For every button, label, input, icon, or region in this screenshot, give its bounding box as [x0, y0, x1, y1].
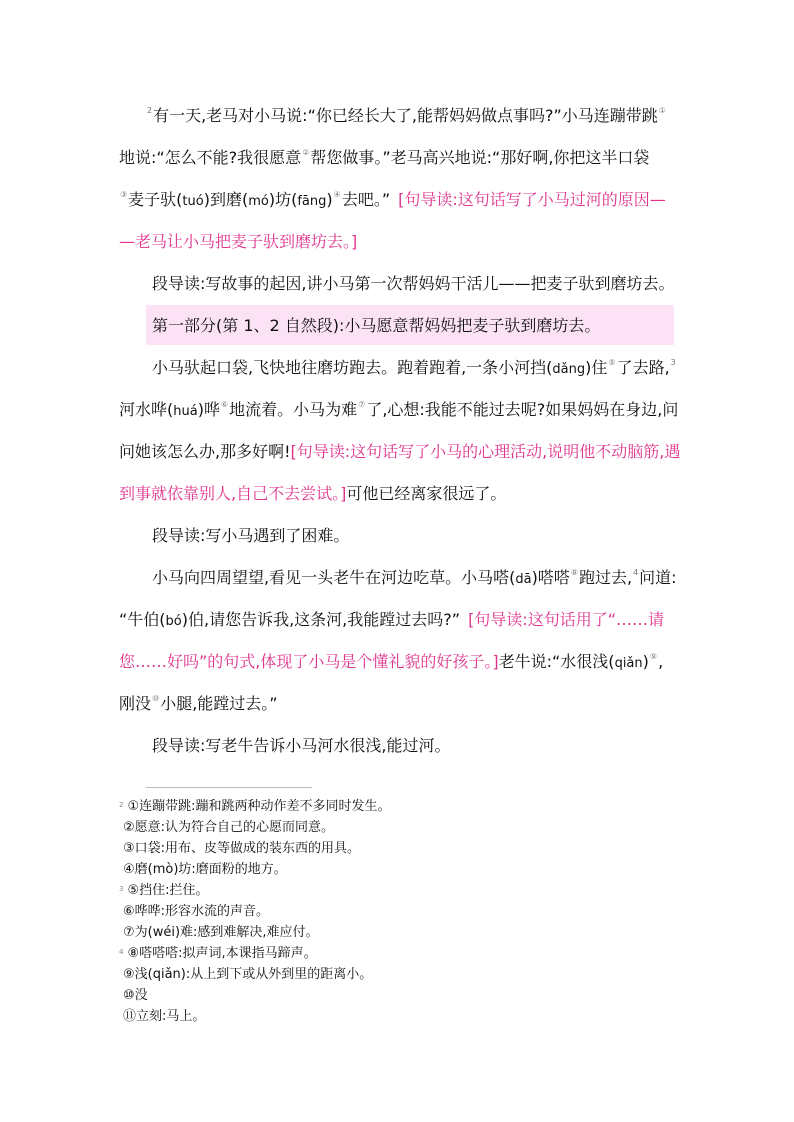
pinyin: fāng	[297, 194, 327, 209]
footnote-ref: ②	[302, 148, 310, 157]
footnote-ref: ⑥	[220, 400, 229, 409]
pinyin: bó	[165, 614, 182, 629]
para3-line3: 您……好吗”的句式,体现了小马是个懂礼貌的好孩子。]老牛说:“水很浅(qiǎn)⑨,	[119, 652, 664, 671]
margin-mark: 4	[633, 568, 639, 577]
part-summary: 第一部分(第 1、2 自然段):小马愿意帮妈妈把麦子驮到磨坊去。	[152, 316, 601, 335]
footnote-item: ③口袋:用布、皮等做成的装东西的用具。	[123, 841, 361, 856]
para3-line1: 小马向四周望望,看见一头老牛在河边吃草。小马嗒(dā)嗒嗒⑧跑过去,$^4$问道:	[152, 568, 677, 587]
sentence-guide: [句导读:这句话用了“……请	[468, 610, 664, 629]
para1-line3: ③麦子驮(tuó)到磨(mó)坊(fāng)④去吧。” [句导读:这句话写了小马过河的原因—	[120, 190, 666, 209]
para2-line1: 小马驮起口袋,飞快地往磨坊跑去。跑着跑着,一条小河挡(dǎng)住⑤了去路,$^3$	[152, 358, 676, 377]
footnote-ref: ⑤	[608, 358, 616, 367]
footnote-divider	[146, 787, 312, 788]
para2-line3: 问她该怎么办,那多好啊![句导读:这句话写了小马的心理活动,说明他不动脑筋,遇	[119, 442, 681, 461]
pinyin: mó	[248, 194, 269, 209]
footnote-ref: ①	[658, 106, 666, 115]
footnote-ref: ③	[120, 190, 128, 199]
footnote-ref: ⑩	[152, 694, 160, 703]
footnote-item: ⑦为(wéi)难:感到难解决,难应付。	[123, 925, 319, 940]
footnote-item: ⑪立刻:马上。	[123, 1009, 206, 1024]
pinyin: tuó	[182, 194, 204, 209]
footnote-item: ⑨浅(qiǎn):从上到下或从外到里的距离小。	[123, 967, 373, 982]
sentence-guide: [句导读:这句话写了小马过河的原因—	[398, 190, 666, 209]
footnote-item: $^3$ ⑤挡住:拦住。	[119, 883, 209, 898]
para2-line2: 河水哗(huá)哗⑥地流着。小马为难⑦了,心想:我能不能过去呢?如果妈妈在身边,问	[119, 400, 679, 419]
sentence-guide: [句导读:这句话写了小马的心理活动,说明他不动脑筋,遇	[290, 442, 681, 461]
footnote-item: ⑩没	[123, 988, 148, 1003]
footnote-item: $^2$ ①连蹦带跳:蹦和跳两种动作差不多同时发生。	[119, 799, 391, 814]
pinyin: dǎng	[552, 362, 586, 377]
para2-line4: 到事就依靠别人,自己不去尝试。]可他已经离家很远了。	[119, 484, 507, 503]
footnote-item: $^4$ ⑧嗒嗒嗒:拟声词,本课指马蹄声。	[119, 946, 317, 961]
pinyin: qiǎn	[614, 656, 643, 671]
margin-mark: 2	[147, 106, 153, 115]
margin-mark: 3	[670, 358, 676, 367]
para3-line4: 刚没⑩小腿,能蹚过去。”	[119, 694, 278, 713]
paragraph-guide-2: 段导读:写小马遇到了困难。	[152, 526, 350, 545]
sentence-guide-cont: 您……好吗”的句式,体现了小马是个懂礼貌的好孩子。]	[119, 652, 499, 671]
paragraph-guide-3: 段导读:写老牛告诉小马河水很浅,能过河。	[152, 736, 451, 755]
para3-line2: “牛伯(bó)伯,请您告诉我,这条河,我能蹚过去吗?” [句导读:这句话用了“……请	[119, 610, 664, 629]
para1-line1: $^2$有一天,老马对小马说:“你已经长大了,能帮妈妈做点事吗?”小马连蹦带跳①	[147, 106, 666, 125]
footnote-item: ⑥哗哗:形容水流的声音。	[123, 904, 270, 919]
footnote-item: ④磨(mò)坊:磨面粉的地方。	[123, 862, 287, 877]
pinyin: dā	[515, 572, 532, 587]
footnote-ref: ⑦	[358, 400, 366, 409]
footnote-ref: ⑧	[570, 568, 578, 577]
footnote-ref: ⑨	[649, 652, 658, 661]
footnote-ref: ④	[333, 190, 341, 199]
sentence-guide-cont: —老马让小马把麦子驮到磨坊去。]	[119, 232, 358, 251]
pinyin: huá	[173, 404, 198, 419]
paragraph-guide-1: 段导读:写故事的起因,讲小马第一次帮妈妈干活儿——把麦子驮到磨坊去。	[152, 274, 675, 293]
footnote-item: ②愿意:认为符合自己的心愿而同意。	[123, 820, 335, 835]
para1-line2: 地说:“怎么不能?我很愿意②帮您做事。”老马高兴地说:“那好啊,你把这半口袋	[119, 148, 650, 167]
sentence-guide-cont: 到事就依靠别人,自己不去尝试。]	[119, 484, 347, 503]
